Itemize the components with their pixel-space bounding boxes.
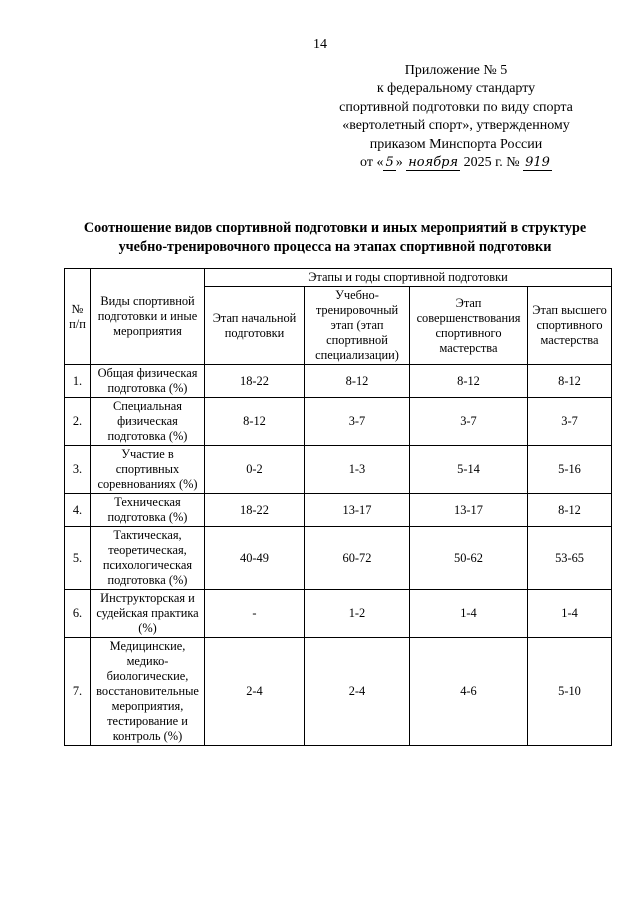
title-line-1: Соотношение видов спортивной подготовки и иных мероприятий в структуре <box>83 220 587 236</box>
cell-stage-initial: 2-4 <box>205 638 305 746</box>
header-stage-improvement: Этап совершенствования спортивного мастерства <box>410 287 528 365</box>
date-prefix: от « <box>360 155 384 171</box>
order-date-line <box>326 154 586 172</box>
cell-stage-training: 2-4 <box>305 638 410 746</box>
cell-stage-training: 1-3 <box>305 446 410 494</box>
cell-stage-highest: 8-12 <box>528 365 612 398</box>
date-day: 5 <box>385 155 394 171</box>
cell-stage-initial: 0-2 <box>205 446 305 494</box>
row-number: 3. <box>65 446 91 494</box>
cell-stage-improvement: 4-6 <box>410 638 528 746</box>
document-title <box>60 219 610 257</box>
header-stage-training: Учебно-тренировочный этап (этап спортивной специализации) <box>305 287 410 365</box>
row-training-type: Тактическая, теоретическая, психологическая подготовка (%) <box>91 527 205 590</box>
row-training-type: Медицинские, медико-биологические, восстановительные мероприятия, тестирование и контроль (%) <box>91 638 205 746</box>
table-row <box>65 446 612 494</box>
cell-stage-highest: 5-16 <box>528 446 612 494</box>
cell-stage-initial: 18-22 <box>205 365 305 398</box>
cell-stage-initial: - <box>205 590 305 638</box>
cell-stage-initial: 18-22 <box>205 494 305 527</box>
cell-stage-training: 1-2 <box>305 590 410 638</box>
appendix-line-2: к федеральному стандарту <box>376 81 536 97</box>
cell-stage-improvement: 1-4 <box>410 590 528 638</box>
header-stage-initial: Этап начальной подготовки <box>205 287 305 365</box>
table-row <box>65 365 612 398</box>
cell-stage-improvement: 8-12 <box>410 365 528 398</box>
table-row <box>65 398 612 446</box>
appendix-line-5: приказом Минспорта России <box>369 136 543 152</box>
row-number: 6. <box>65 590 91 638</box>
row-training-type: Общая физическая подготовка (%) <box>91 365 205 398</box>
cell-stage-training: 13-17 <box>305 494 410 527</box>
header-stage-highest: Этап высшего спортивного мастерства <box>528 287 612 365</box>
cell-stage-improvement: 13-17 <box>410 494 528 527</box>
title-line-2: учебно-тренировочного процесса на этапах спортивной подготовки <box>118 239 552 255</box>
table-row <box>65 590 612 638</box>
cell-stage-improvement: 5-14 <box>410 446 528 494</box>
appendix-line-4: «вертолетный спорт», утвержденному <box>342 118 570 134</box>
row-training-type: Техническая подготовка (%) <box>91 494 205 527</box>
row-training-type: Участие в спортивных соревнованиях (%) <box>91 446 205 494</box>
cell-stage-training: 3-7 <box>305 398 410 446</box>
appendix-header <box>326 62 586 172</box>
table-row <box>65 638 612 746</box>
appendix-line-3: спортивной подготовки по виду спорта <box>339 99 573 115</box>
training-ratio-table <box>64 268 612 746</box>
cell-stage-initial: 8-12 <box>205 398 305 446</box>
cell-stage-improvement: 50-62 <box>410 527 528 590</box>
appendix-line-1: Приложение № 5 <box>404 63 508 78</box>
cell-stage-training: 60-72 <box>305 527 410 590</box>
cell-stage-highest: 8-12 <box>528 494 612 527</box>
cell-stage-highest: 3-7 <box>528 398 612 446</box>
date-mid: » <box>395 155 403 171</box>
cell-stage-highest: 1-4 <box>528 590 612 638</box>
header-stages-group: Этапы и годы спортивной подготовки <box>205 269 612 287</box>
header-number: № п/п <box>65 269 91 365</box>
cell-stage-initial: 40-49 <box>205 527 305 590</box>
table-row <box>65 527 612 590</box>
page-number: 14 <box>313 37 327 52</box>
row-number: 5. <box>65 527 91 590</box>
row-number: 2. <box>65 398 91 446</box>
header-training-type: Виды спортивной подготовки и иные мероприятия <box>91 269 205 365</box>
cell-stage-improvement: 3-7 <box>410 398 528 446</box>
table-row <box>65 494 612 527</box>
row-number: 4. <box>65 494 91 527</box>
row-number: 7. <box>65 638 91 746</box>
cell-stage-training: 8-12 <box>305 365 410 398</box>
row-training-type: Инструкторская и судейская практика (%) <box>91 590 205 638</box>
row-training-type: Специальная физическая подготовка (%) <box>91 398 205 446</box>
cell-stage-highest: 53-65 <box>528 527 612 590</box>
date-month: ноября <box>408 155 459 171</box>
order-number: 919 <box>525 155 550 171</box>
cell-stage-highest: 5-10 <box>528 638 612 746</box>
row-number: 1. <box>65 365 91 398</box>
date-year: 2025 г. № <box>463 155 520 171</box>
